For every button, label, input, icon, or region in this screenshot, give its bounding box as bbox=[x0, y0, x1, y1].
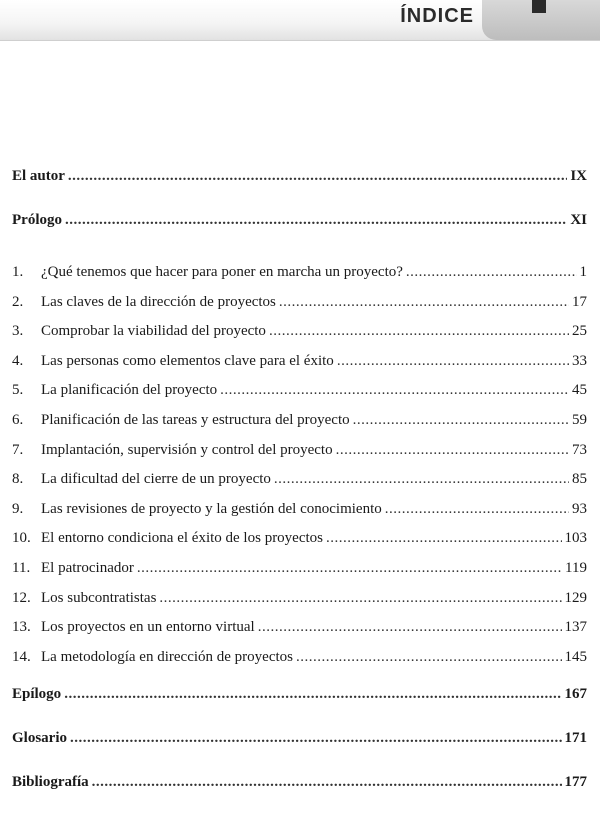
toc-entry-label: Los subcontratistas bbox=[41, 589, 157, 606]
toc-entry-page: 17 bbox=[572, 293, 587, 310]
toc-entry-label: Implantación, supervisión y control del proyecto bbox=[41, 441, 333, 458]
header-tab bbox=[482, 0, 600, 40]
toc-entry-chapter[interactable] bbox=[12, 412, 587, 442]
toc-entry-label: Epílogo bbox=[12, 686, 62, 703]
dot-leader bbox=[274, 471, 569, 488]
toc-entry-label: La planificación del proyecto bbox=[41, 382, 218, 399]
toc-entry-label: Bibliografía bbox=[12, 774, 89, 791]
dot-leader bbox=[353, 412, 569, 429]
toc-entry-page: 129 bbox=[564, 589, 587, 606]
toc-entry-label: La dificultad del cierre de un proyecto bbox=[41, 471, 271, 488]
toc-spacer bbox=[12, 678, 587, 686]
toc-entry-page: 25 bbox=[572, 323, 587, 340]
toc-entry-chapter[interactable] bbox=[12, 501, 587, 531]
chapter-number: 4. bbox=[12, 352, 24, 369]
toc-entry-label: La metodología en dirección de proyectos bbox=[41, 648, 293, 665]
toc-entry-page: 59 bbox=[572, 411, 587, 428]
toc-entry-back[interactable] bbox=[12, 774, 587, 818]
dot-leader bbox=[269, 323, 569, 340]
toc-entry-chapter[interactable] bbox=[12, 619, 587, 649]
dot-leader bbox=[258, 619, 562, 636]
dot-leader bbox=[68, 168, 567, 185]
dot-leader bbox=[336, 442, 569, 459]
toc-entry-page: 1 bbox=[579, 264, 587, 280]
toc-entry-chapter[interactable] bbox=[12, 442, 587, 472]
chapter-number: 9. bbox=[12, 500, 24, 517]
toc-entry-page: 45 bbox=[572, 382, 587, 399]
dot-leader bbox=[406, 264, 577, 281]
toc-entry-chapter[interactable] bbox=[12, 353, 587, 383]
table-of-contents bbox=[12, 168, 587, 818]
dot-leader bbox=[137, 560, 562, 577]
toc-entry-chapter[interactable] bbox=[12, 471, 587, 501]
toc-entry-chapter[interactable] bbox=[12, 560, 587, 590]
toc-entry-page: 103 bbox=[564, 530, 587, 547]
dot-leader bbox=[337, 353, 569, 370]
page-title: ÍNDICE bbox=[400, 5, 474, 27]
toc-entry-page: XI bbox=[570, 212, 587, 228]
dot-leader bbox=[159, 590, 561, 607]
chapter-number: 5. bbox=[12, 382, 24, 399]
toc-entry-chapter[interactable] bbox=[12, 590, 587, 620]
toc-entry-page: 73 bbox=[572, 441, 587, 458]
toc-entry-page: 177 bbox=[564, 774, 587, 791]
toc-entry-chapter[interactable] bbox=[12, 382, 587, 412]
toc-entry-label: Los proyectos en un entorno virtual bbox=[41, 619, 255, 636]
toc-entry-back[interactable] bbox=[12, 686, 587, 730]
toc-entry-page: 93 bbox=[572, 500, 587, 517]
toc-entry-label: ¿Qué tenemos que hacer para poner en marcha un proyecto? bbox=[41, 264, 403, 280]
toc-entry-page: 33 bbox=[572, 352, 587, 369]
toc-entry-label: Las revisiones de proyecto y la gestión del conocimiento bbox=[41, 500, 382, 517]
toc-entry-label: Prólogo bbox=[12, 212, 62, 228]
chapter-number: 3. bbox=[12, 323, 24, 340]
toc-entry-label: Planificación de las tareas y estructura del proyecto bbox=[41, 411, 350, 428]
toc-entry-label: Las claves de la dirección de proyectos bbox=[41, 293, 276, 310]
toc-entry-chapter[interactable] bbox=[12, 649, 587, 679]
toc-entry-label: Las personas como elementos clave para el éxito bbox=[41, 352, 334, 369]
dot-leader bbox=[65, 212, 567, 229]
dot-leader bbox=[92, 774, 562, 791]
toc-entry-chapter[interactable] bbox=[12, 323, 587, 353]
toc-spacer bbox=[12, 256, 587, 264]
toc-entry-page: 167 bbox=[564, 686, 587, 703]
toc-entry-label: El entorno condiciona el éxito de los proyectos bbox=[41, 530, 324, 547]
dot-leader bbox=[326, 530, 561, 547]
chapter-number: 2. bbox=[12, 293, 24, 310]
chapter-number: 13. bbox=[12, 619, 31, 636]
toc-entry-label: El autor bbox=[12, 168, 65, 184]
toc-entry-page: 171 bbox=[564, 730, 587, 747]
toc-entry-page: 119 bbox=[565, 559, 587, 576]
toc-entry-chapter[interactable] bbox=[12, 294, 587, 324]
dot-leader bbox=[220, 382, 569, 399]
dot-leader bbox=[70, 730, 562, 747]
toc-entry-label: Glosario bbox=[12, 730, 67, 747]
chapter-number: 6. bbox=[12, 411, 24, 428]
chapter-number: 1. bbox=[12, 264, 24, 280]
toc-entry-chapter[interactable] bbox=[12, 264, 587, 294]
toc-entry-front[interactable] bbox=[12, 212, 587, 256]
section-marker bbox=[532, 0, 546, 13]
dot-leader bbox=[385, 501, 569, 518]
toc-entry-label: Comprobar la viabilidad del proyecto bbox=[41, 323, 266, 340]
chapter-number: 11. bbox=[12, 559, 31, 576]
toc-entry-chapter[interactable] bbox=[12, 530, 587, 560]
toc-entry-label: El patrocinador bbox=[41, 559, 134, 576]
toc-entry-page: 85 bbox=[572, 471, 587, 488]
chapter-number: 14. bbox=[12, 648, 31, 665]
chapter-number: 10. bbox=[12, 530, 31, 547]
toc-entry-page: IX bbox=[570, 168, 587, 184]
dot-leader bbox=[279, 294, 569, 311]
dot-leader bbox=[296, 649, 562, 666]
dot-leader bbox=[64, 686, 561, 703]
chapter-number: 12. bbox=[12, 589, 31, 606]
toc-entry-page: 137 bbox=[564, 619, 587, 636]
toc-entry-page: 145 bbox=[564, 648, 587, 665]
chapter-number: 7. bbox=[12, 441, 24, 458]
toc-entry-back[interactable] bbox=[12, 730, 587, 774]
chapter-number: 8. bbox=[12, 471, 24, 488]
toc-entry-front[interactable] bbox=[12, 168, 587, 212]
